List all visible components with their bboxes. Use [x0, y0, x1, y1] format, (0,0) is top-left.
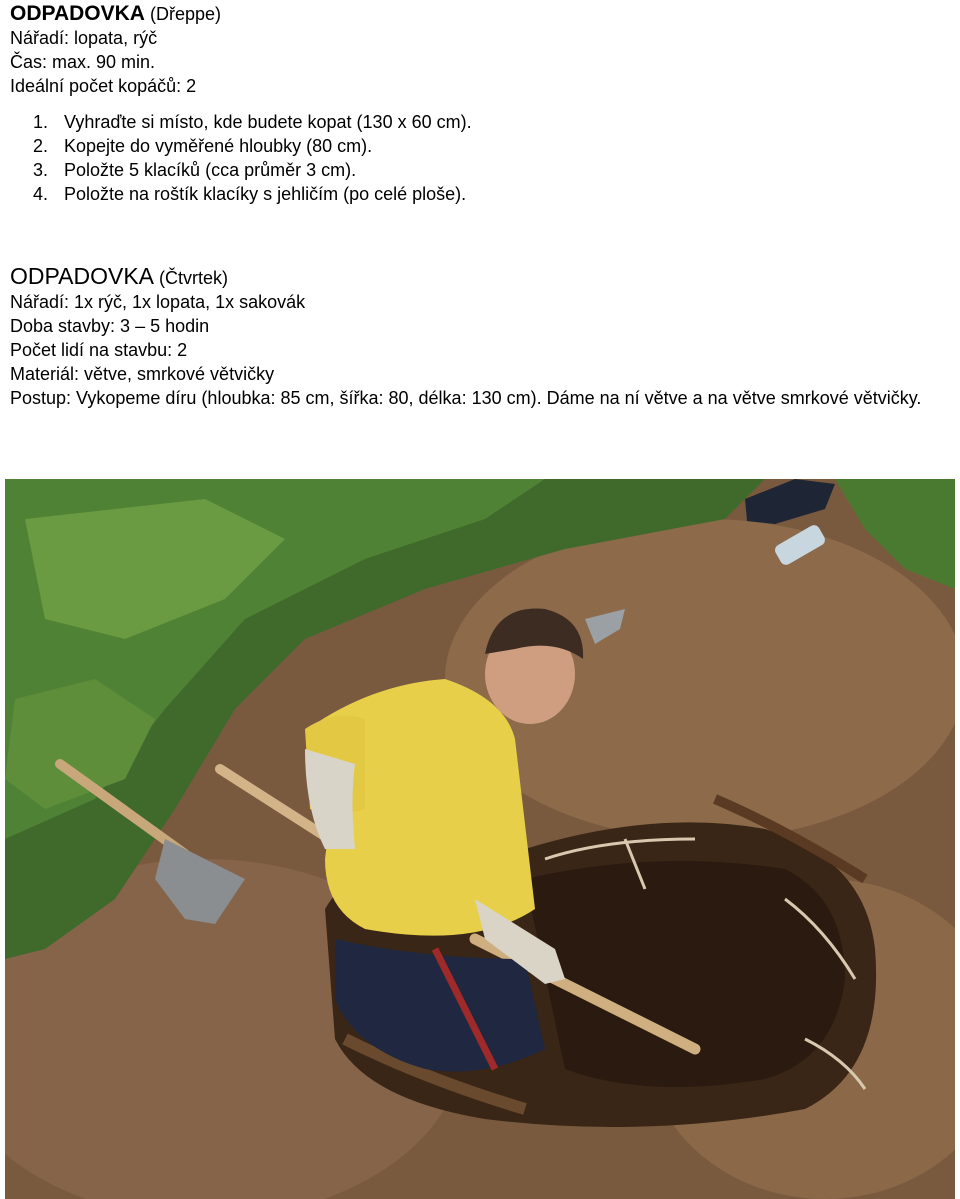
step-number: 3. [32, 160, 48, 180]
tools-line: Nářadí: 1x rýč, 1x lopata, 1x sakovák [10, 292, 306, 312]
step-number: 1. [32, 112, 48, 132]
material-line: Materiál: větve, smrkové větvičky [10, 364, 275, 384]
step-number: 4. [32, 184, 48, 204]
heading-line [10, 2, 950, 26]
section-dreppe [10, 2, 950, 206]
tools-line: Nářadí: lopata, rýč [10, 28, 158, 48]
list-item [10, 158, 950, 182]
section-ctvrtek [10, 264, 942, 410]
step-text: Vyhraďte si místo, kde budete kopat (130 x 60 cm). [64, 112, 472, 132]
diggers-line: Ideální počet kopáčů: 2 [10, 76, 197, 96]
steps-list [10, 110, 950, 206]
list-item [10, 110, 950, 134]
list-item [10, 134, 950, 158]
photo-digging-pit [5, 479, 955, 1199]
step-text: Položte 5 klacíků (cca průměr 3 cm). [64, 160, 357, 180]
time-line: Čas: max. 90 min. [10, 52, 156, 72]
duration-line: Doba stavby: 3 – 5 hodin [10, 316, 210, 336]
step-text: Kopejte do vyměřené hloubky (80 cm). [64, 136, 373, 156]
step-text: Položte na roštík klacíky s jehličím (po celé ploše). [64, 184, 467, 204]
people-line: Počet lidí na stavbu: 2 [10, 340, 188, 360]
section-subtitle: (Dřeppe) [149, 4, 221, 24]
list-item [10, 182, 950, 206]
step-number: 2. [32, 136, 48, 156]
section-title: ODPADOVKA [10, 2, 145, 25]
section-title: ODPADOVKA [10, 263, 154, 289]
heading-line [10, 264, 942, 290]
section-subtitle: (Čtvrtek) [159, 268, 229, 288]
procedure-paragraph: Postup: Vykopeme díru (hloubka: 85 cm, šířka: 80, délka: 130 cm). Dáme na ní větve a na větve smrkové větvičky. [10, 388, 922, 408]
